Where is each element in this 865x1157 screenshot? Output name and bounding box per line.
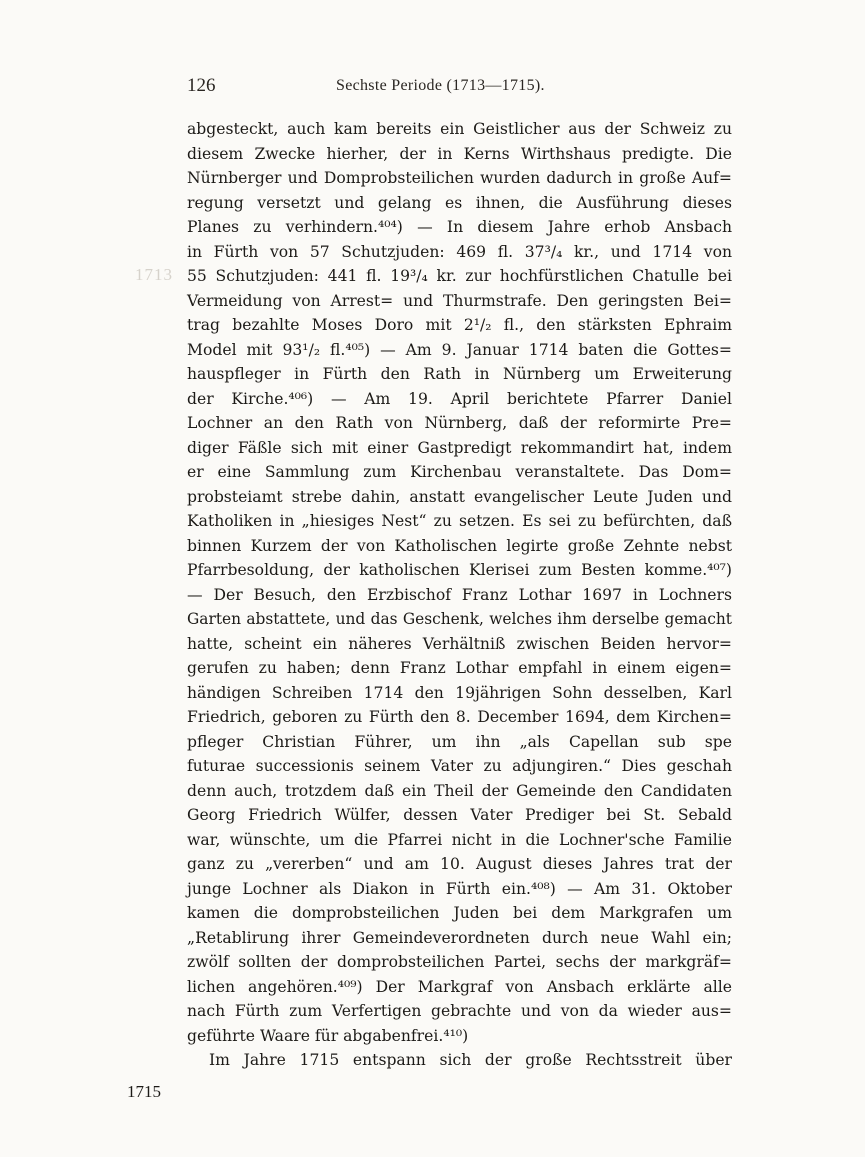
text-line: probsteiamt strebe dahin, anstatt evangelischer Leute Juden und [187, 487, 732, 506]
text-line: zwölf sollten der domprobsteilichen Partei, sechs der markgräf= [187, 953, 732, 971]
text-line: Katholiken in „hiesiges Nest“ zu setzen. Es sei zu befürchten, daß [187, 512, 732, 530]
text-line: kamen die domprobsteilichen Juden bei dem Markgrafen um [187, 904, 732, 922]
text-line: Nürnberger und Domprobsteilichen wurden dadurch in große Auf= [187, 169, 732, 187]
body-text [187, 117, 732, 1073]
text-line: 55 Schutzjuden: 441 fl. 19³/₄ kr. zur hochfürstlichen Chatulle bei [187, 267, 732, 285]
text-line: nach Fürth zum Verfertigen gebrachte und von da wieder aus= [187, 1002, 732, 1020]
text-line: binnen Kurzem der von Katholischen legirte große Zehnte nebst [187, 536, 732, 555]
text-line: händigen Schreiben 1714 den 19jährigen Sohn desselben, Karl [187, 683, 732, 702]
text-line: regung versetzt und gelang es ihnen, die Ausführung dieses [187, 193, 732, 212]
text-line: gerufen zu haben; denn Franz Lothar empfahl in einem eigen= [187, 659, 732, 677]
text-line: „Retablirung ihrer Gemeindeverordneten durch neue Wahl ein; [187, 928, 732, 947]
text-line: Friedrich, geboren zu Fürth den 8. December 1694, dem Kirchen= [187, 708, 732, 726]
margin-year: 1715 [127, 1082, 161, 1101]
text-line: Planes zu verhindern.⁴⁰⁴) — In diesem Jahre erhob Ansbach [187, 218, 732, 236]
text-line: der Kirche.⁴⁰⁶) — Am 19. April berichtete Pfarrer Daniel [187, 389, 732, 408]
text-line: Lochner an den Rath von Nürnberg, daß der reformirte Pre= [187, 414, 732, 432]
bleed-through-text: 1713 [135, 265, 173, 284]
text-line: junge Lochner als Diakon in Fürth ein.⁴⁰⁸) — Am 31. Oktober [187, 879, 732, 898]
page-header [187, 75, 732, 103]
text-line: geführte Waare für abgabenfrei.⁴¹⁰) [187, 1026, 469, 1045]
text-line: diger Fäßle sich mit einer Gastpredigt rekommandirt hat, indem [187, 438, 732, 457]
text-line: lichen angehören.⁴⁰⁹) Der Markgraf von Ansbach erklärte alle [187, 977, 732, 996]
text-line: hatte, scheint ein näheres Verhältniß zwischen Beiden hervor= [187, 634, 732, 653]
text-line: er eine Sammlung zum Kirchenbau veranstaltete. Das Dom= [187, 463, 732, 481]
text-line: denn auch, trotzdem daß ein Theil der Gemeinde den Candidaten [187, 781, 732, 800]
text-line: in Fürth von 57 Schutzjuden: 469 fl. 37³/₄ kr., und 1714 von [187, 242, 732, 261]
text-line: trag bezahlte Moses Doro mit 2¹/₂ fl., den stärksten Ephraim [187, 316, 732, 334]
text-line: Im Jahre 1715 entspann sich der große Rechtsstreit über [209, 1051, 732, 1069]
text-line: ganz zu „vererben“ und am 10. August dieses Jahres trat der [187, 855, 732, 873]
text-line: hauspfleger in Fürth den Rath in Nürnberg um Erweiterung [187, 365, 732, 383]
text-line: war, wünschte, um die Pfarrei nicht in die Lochner'sche Familie [187, 830, 732, 849]
text-line: Model mit 93¹/₂ fl.⁴⁰⁵) — Am 9. Januar 1714 baten die Gottes= [187, 340, 732, 359]
running-head: Sechste Periode (1713—1715). [336, 77, 545, 94]
page-number: 126 [187, 75, 216, 96]
text-line: futurae successionis seinem Vater zu adjungiren.“ Dies geschah [187, 757, 732, 775]
text-line: Vermeidung von Arrest= und Thurmstrafe. Den geringsten Bei= [187, 291, 732, 310]
text-line: Georg Friedrich Wülfer, dessen Vater Prediger bei St. Sebald [187, 806, 732, 824]
text-line: pfleger Christian Führer, um ihn „als Capellan sub spe [187, 732, 732, 751]
text-line: — Der Besuch, den Erzbischof Franz Lothar 1697 in Lochners [187, 585, 732, 604]
text-line: Garten abstattete, und das Geschenk, welches ihm derselbe gemacht [187, 610, 732, 628]
text-line: Pfarrbesoldung, der katholischen Klerisei zum Besten komme.⁴⁰⁷) [187, 561, 732, 579]
text-line: diesem Zwecke hierher, der in Kerns Wirthshaus predigte. Die [187, 144, 732, 163]
text-line: abgesteckt, auch kam bereits ein Geistlicher aus der Schweiz zu [187, 120, 732, 138]
